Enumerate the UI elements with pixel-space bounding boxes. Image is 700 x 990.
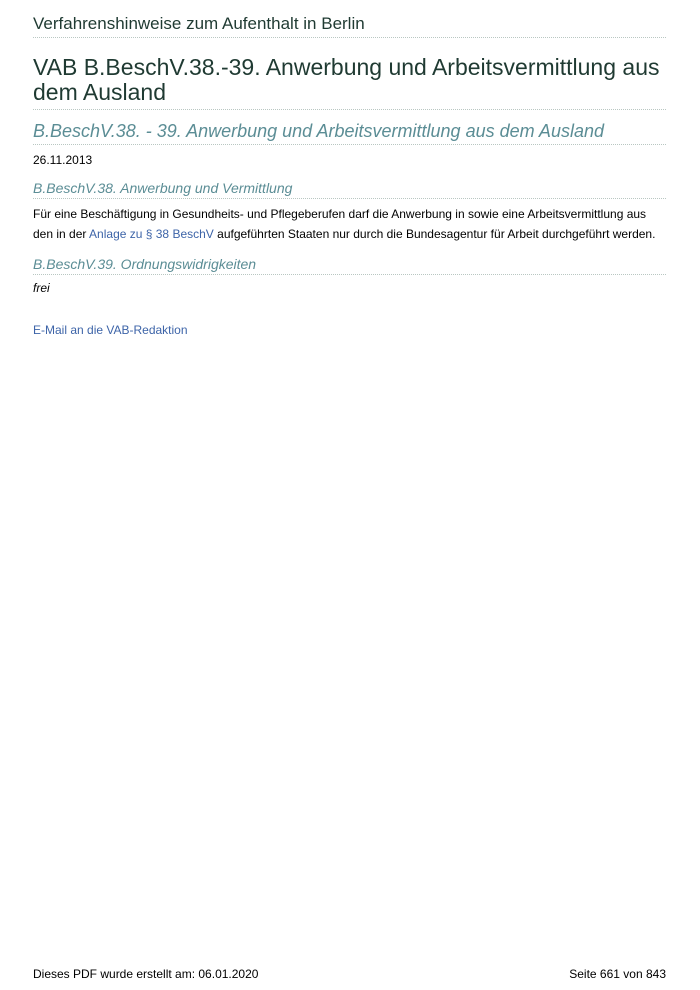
section-text-38-after-link: aufgeführten Staaten nur durch die Bundesagentur für Arbeit durchgeführt werden. [213, 227, 656, 241]
document-date: 26.11.2013 [33, 153, 93, 167]
section-heading-39: B.BeschV.39. Ordnungswidrigkeiten [33, 255, 666, 275]
document-page [33, 0, 666, 339]
footer-page-number: Seite 661 von 843 [569, 967, 666, 981]
section-text-39: frei [33, 281, 50, 295]
email-redaktion-link[interactable]: E-Mail an die VAB-Redaktion [33, 323, 188, 337]
footer-created-date: Dieses PDF wurde erstellt am: 06.01.2020 [33, 967, 259, 981]
section-heading-38: B.BeschV.38. Anwerbung und Vermittlung [33, 179, 666, 199]
section-text-38-before-link: Für eine Beschäftigung in Gesundheits- und Pflegeberufen darf die Anwerbung in sowie eine Arbeitsvermittlung aus den in der [33, 207, 647, 241]
document-title: VAB B.BeschV.38.-39. Anwerbung und Arbeitsvermittlung aus dem Ausland [33, 55, 666, 110]
document-subtitle: B.BeschV.38. - 39. Anwerbung und Arbeitsvermittlung aus dem Ausland [33, 120, 666, 145]
page-footer [33, 966, 666, 982]
section-text-38 [33, 204, 666, 244]
site-header: Verfahrenshinweise zum Aufenthalt in Berlin [33, 13, 666, 38]
anlage-38-beschv-link[interactable]: Anlage zu § 38 BeschV [89, 227, 214, 241]
